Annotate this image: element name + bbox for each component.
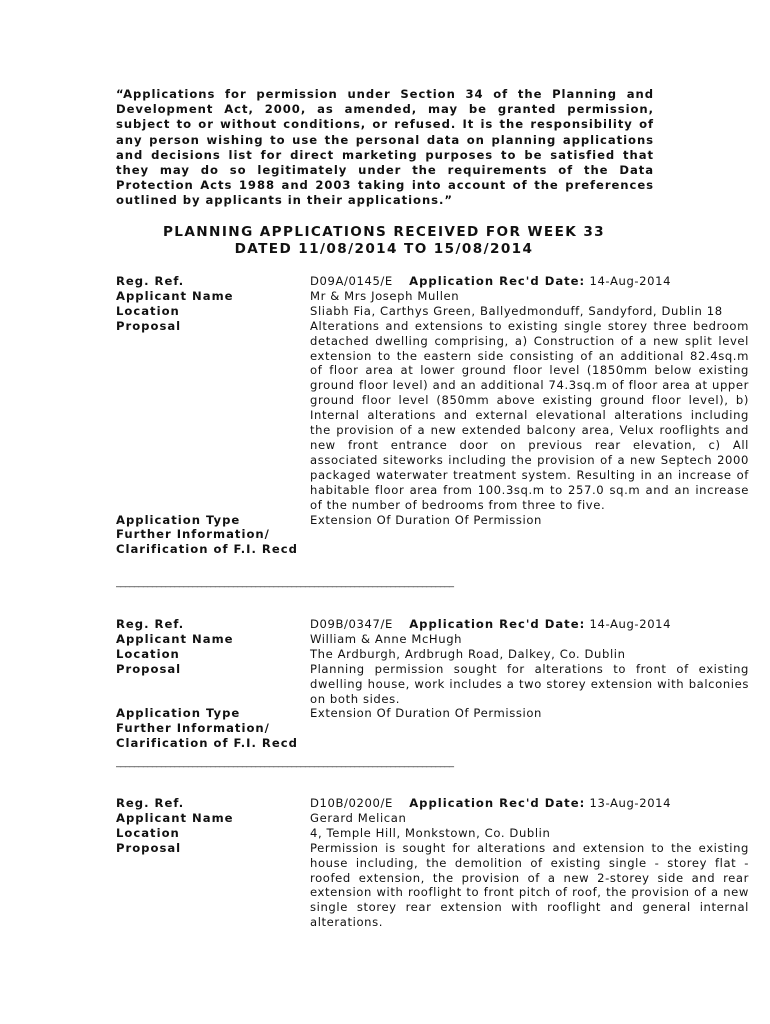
proposal-value: Alterations and extensions to existing single storey three bedroom detached dwelling comprising, a) Construction of a new split level extension to the eastern side consisting of an additional 82.4sq.m of floor area at lower ground floor level (1850mm below existing ground floor level) and an additional 74.3sq.m of floor area at upper ground floor level (850mm above existing ground floor level), b) Internal alterations and external elevational alterations including the provision of a new extended balcony area, Velux rooflights and new front entrance door on previous rear elevation, c) All associated siteworks including the provision of a new Septech 2000 packaged waterwater treatment system. Resulting in an increase of habitable floor area from 100.3sq.m to 257.0 sq.m and an increase of the number of bedrooms from three to five.: [310, 318, 749, 512]
application-type-value: Extension Of Duration Of Permission: [310, 706, 542, 721]
location-label: Location: [116, 303, 180, 318]
applicant-name-label: Applicant Name: [116, 288, 234, 303]
reg-ref-label: Reg. Ref.: [116, 796, 185, 810]
application-type-value: Extension Of Duration Of Permission: [310, 512, 542, 527]
reg-ref-value: D10B/0200/E: [310, 796, 393, 810]
clarification-label: Clarification of F.I. Recd: [116, 542, 298, 557]
location-value: 4, Temple Hill, Monkstown, Co. Dublin: [310, 825, 551, 840]
reg-ref-label: Reg. Ref.: [116, 274, 185, 288]
proposal-label: Proposal: [116, 318, 182, 333]
applicant-name-label: Applicant Name: [116, 810, 234, 825]
application-entry: [116, 274, 756, 557]
reg-ref-value: D09B/0347/E: [310, 617, 393, 631]
separator-line: ___________________________________________________________________________: [116, 757, 454, 768]
recd-date-label: Application Rec'd Date:: [409, 274, 586, 288]
proposal-label: Proposal: [116, 661, 182, 676]
proposal-value: Permission is sought for alterations and extension to the existing house including, the demolition of existing single - storey flat - roofed extension, the provision of a new 2-storey side and rear extension with rooflight to front pitch of roof, the provision of a new single storey rear extension with rooflight and general internal alterations.: [310, 840, 749, 930]
page-title: [116, 224, 652, 258]
applicant-name-value: William & Anne McHugh: [310, 631, 463, 646]
title-line-2: DATED 11/08/2014 TO 15/08/2014: [234, 241, 534, 257]
applicant-name-value: Gerard Melican: [310, 810, 407, 825]
location-value: The Ardburgh, Ardbrugh Road, Dalkey, Co. Dublin: [310, 646, 626, 661]
proposal-label: Proposal: [116, 840, 182, 855]
recd-date-value: 13-Aug-2014: [589, 796, 672, 810]
reg-ref-value: D09A/0145/E: [310, 274, 393, 288]
separator-line: ___________________________________________________________________________: [116, 577, 454, 588]
title-line-1: PLANNING APPLICATIONS RECEIVED FOR WEEK 33: [162, 224, 606, 240]
reg-ref-label: Reg. Ref.: [116, 617, 185, 631]
recd-date-label: Application Rec'd Date:: [409, 796, 586, 810]
location-label: Location: [116, 646, 180, 661]
location-value: Sliabh Fia, Carthys Green, Ballyedmonduff, Sandyford, Dublin 18: [310, 303, 723, 318]
application-entry: [116, 796, 756, 930]
recd-date-value: 14-Aug-2014: [589, 617, 672, 631]
applicant-name-label: Applicant Name: [116, 631, 234, 646]
application-type-label: Application Type: [116, 706, 241, 721]
application-entry: [116, 617, 756, 751]
disclaimer-paragraph: “Applications for permission under Section 34 of the Planning and Development Act, 2000, as amended, may be granted permission, subject to or without conditions, or refused. It is the responsibility of any person wishing to use the personal data on planning applications and decisions list for direct marketing purposes to be satisfied that they may do so legitimately under the requirements of the Data Protection Acts 1988 and 2003 taking into account of the preferences outlined by applicants in their applications.”: [116, 87, 654, 208]
application-type-label: Application Type: [116, 512, 241, 527]
recd-date-label: Application Rec'd Date:: [409, 617, 586, 631]
proposal-value: Planning permission sought for alterations to front of existing dwelling house, work includes a two storey extension with balconies on both sides.: [310, 661, 749, 706]
location-label: Location: [116, 825, 180, 840]
clarification-label: Clarification of F.I. Recd: [116, 736, 298, 751]
further-info-label: Further Information/: [116, 527, 270, 542]
further-info-label: Further Information/: [116, 721, 270, 736]
applicant-name-value: Mr & Mrs Joseph Mullen: [310, 288, 460, 303]
recd-date-value: 14-Aug-2014: [589, 274, 672, 288]
